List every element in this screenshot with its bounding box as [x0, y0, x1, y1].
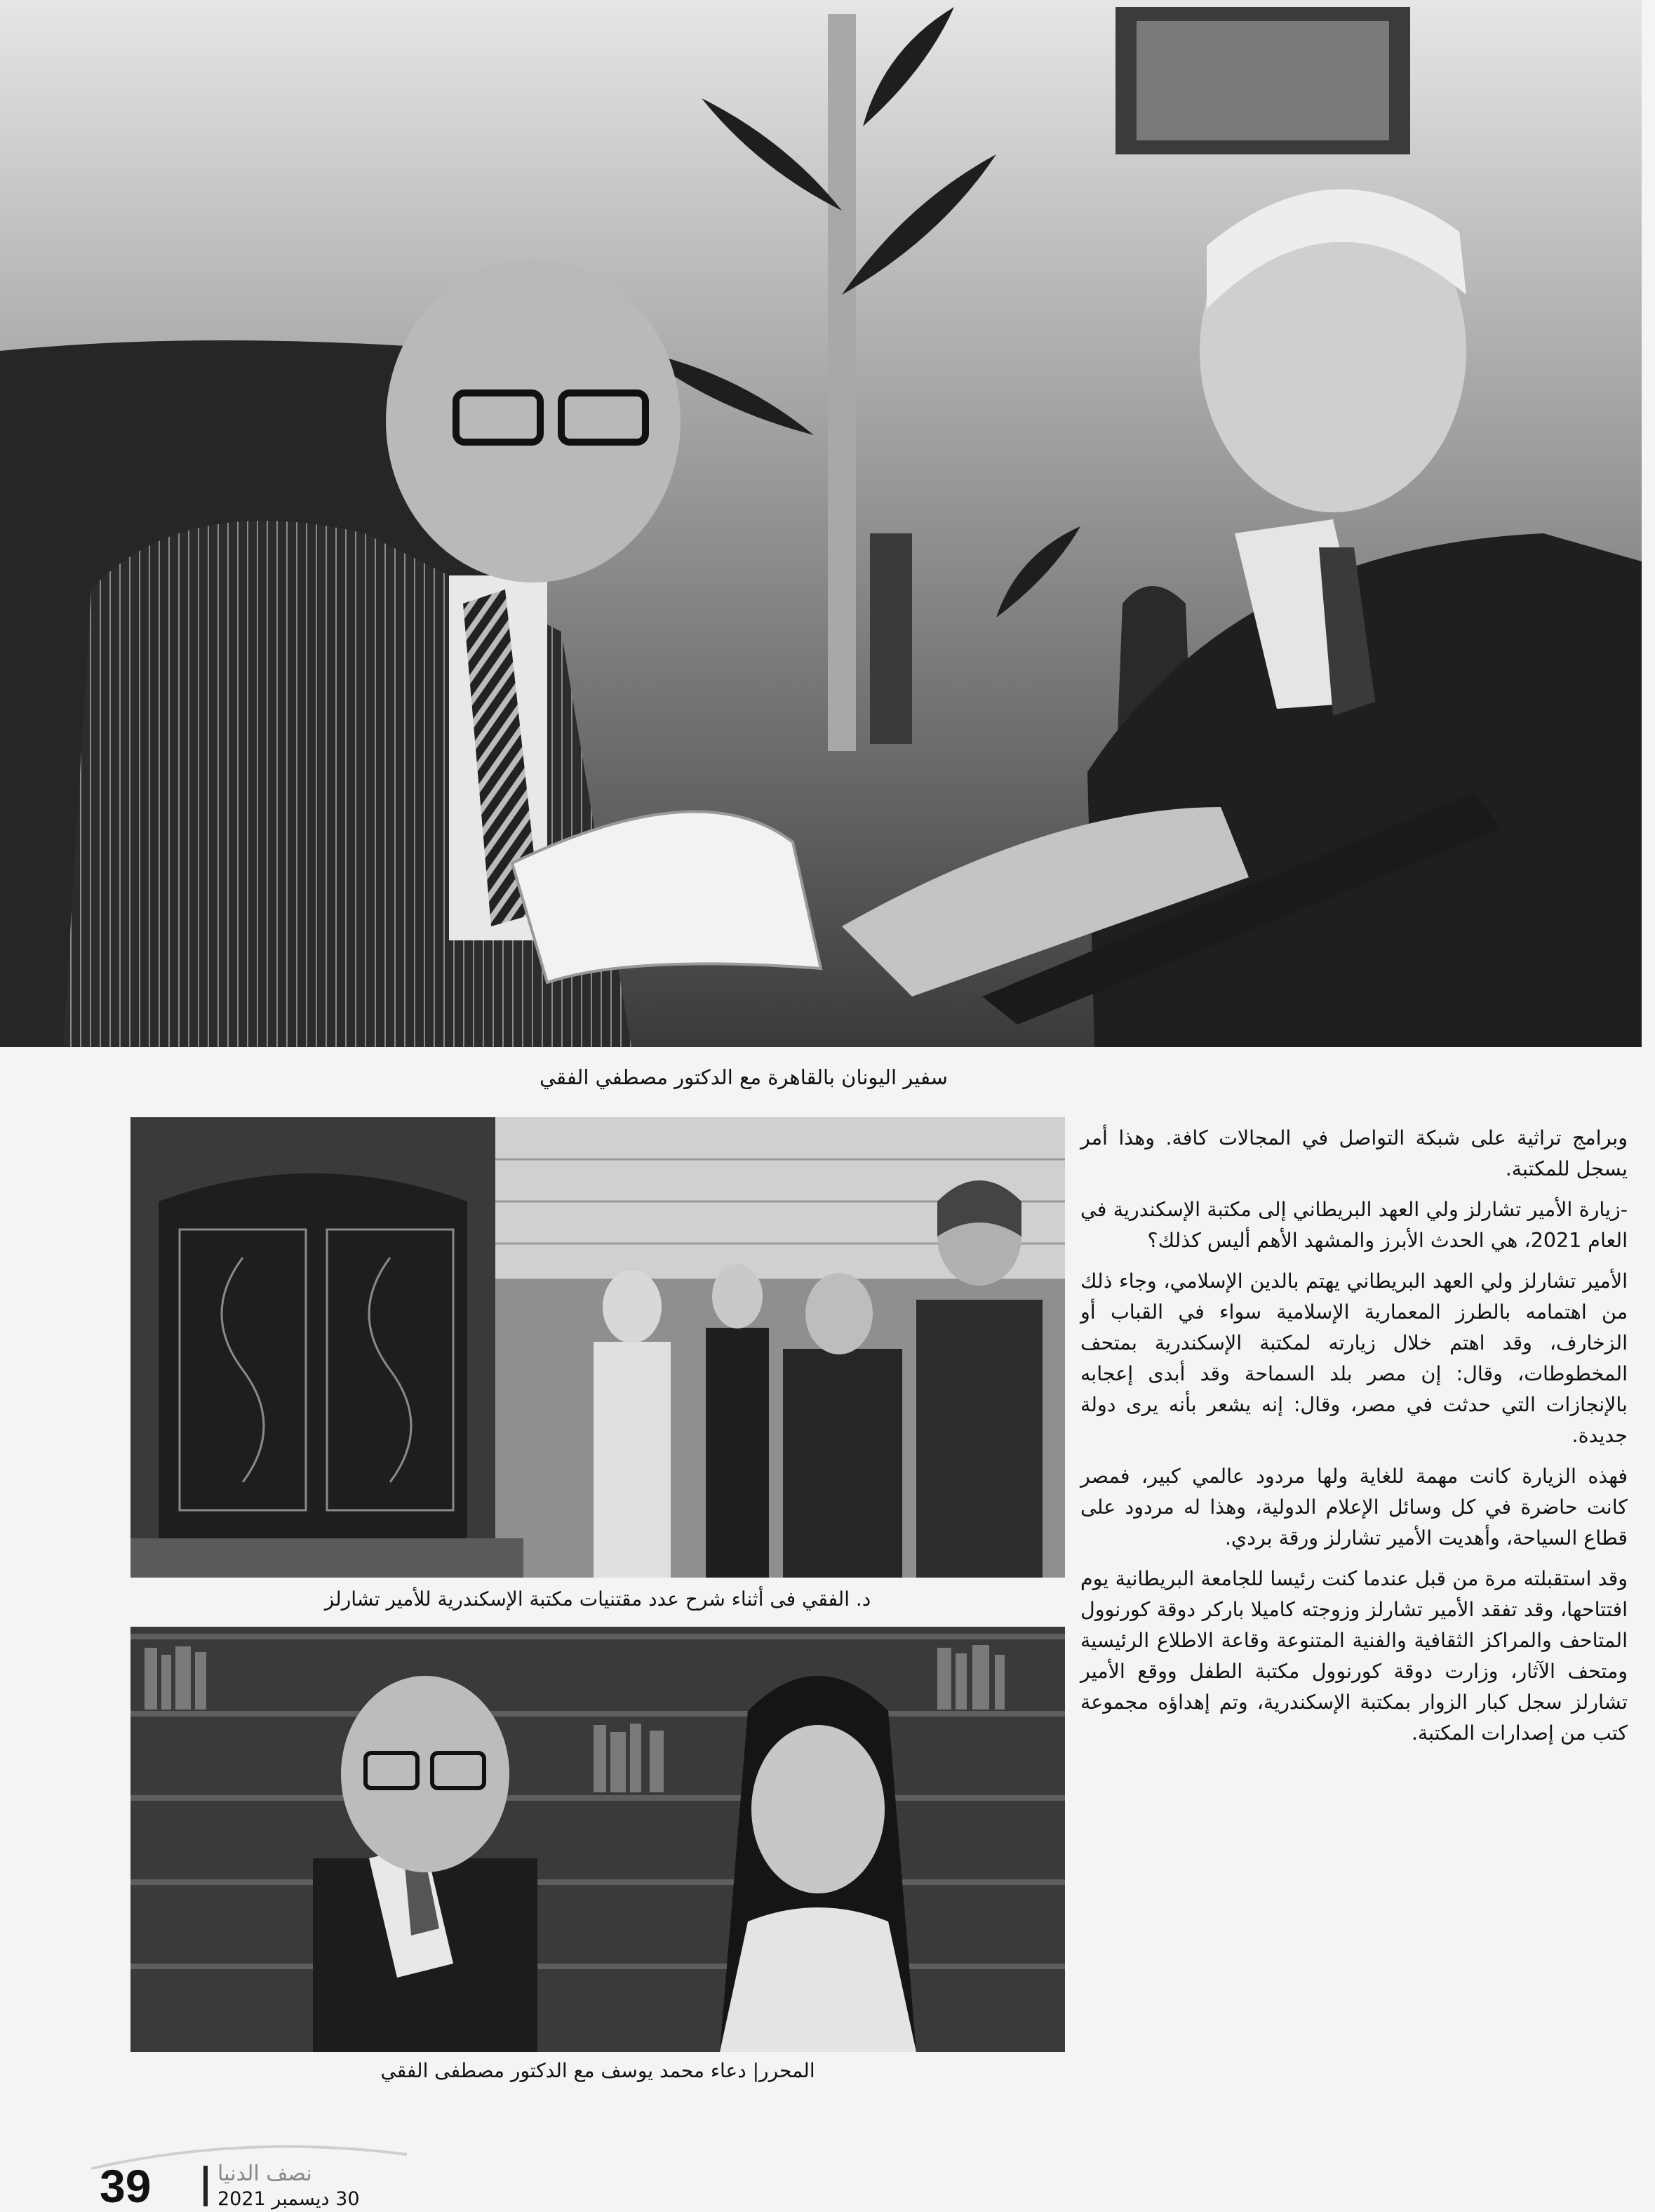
interview-illustration	[130, 1627, 1065, 2052]
article-paragraph: وبرامج تراثية على شبكة التواصل في المجالات كافة. وهذا أمر يسجل للمكتبة.	[1080, 1126, 1628, 1180]
page-number: 39	[100, 2160, 152, 2212]
library-visit-photo	[130, 1117, 1065, 1578]
article-paragraph: وقد استقبلته مرة من قبل عندما كنت رئيسا للجامعة البريطانية يوم افتتاحها، وقد تفقد الأمير تشارلز وزوجته كاميلا باركر دوقة كورنوول المتاحف والمراكز الثقافية والفنية المتنوعة وقاعة الاطلاع الرئيسية ومتحف الآثار، وزارت دوقة كورنوول مكتبة الطفل ووقع الأمير تشارلز سجل كبار الزوار بمكتبة الإسكندرية، وتم إهداؤه مجموعة كتب من إصدارات المكتبة.	[1080, 1567, 1628, 1745]
magazine-name: نصف الدنيا	[217, 2161, 312, 2186]
library-visit-illustration	[130, 1117, 1065, 1578]
page-footer	[91, 2161, 407, 2211]
interview-photo-caption: المحرر| دعاء محمد يوسف مع الدكتور مصطفى الفقي	[380, 2059, 815, 2082]
top-photo-caption: سفير اليونان بالقاهرة مع الدكتور مصطفي الفقي	[540, 1065, 948, 1089]
article-paragraph: -زيارة الأمير تشارلز ولي العهد البريطاني إلى مكتبة الإسكندرية في العام 2021، هي الحدث الأبرز والمشهد الأهم أليس كذلك؟	[1080, 1198, 1628, 1252]
footer-divider	[203, 2166, 208, 2206]
top-photo	[0, 0, 1642, 1047]
article-paragraph: الأمير تشارلز ولي العهد البريطاني يهتم بالدين الإسلامي، وجاء ذلك من اهتمامه بالطرز المعمارية الإسلامية سواء في القباب أو الزخارف، وقد اهتم خلال زيارته لمكتبة الإسكندرية بمتحف المخطوطات، وقال: إن مصر بلد السماحة وقد أبدى إعجابه بالإنجازات التي حدثت في مصر، وقال: إنه يشعر بأنه يرى دولة جديدة.	[1080, 1270, 1628, 1447]
library-photo-caption: د. الفقي فى أثناء شرح عدد مقتنيات مكتبة الإسكندرية للأمير تشارلز	[324, 1587, 871, 1611]
interview-photo	[130, 1627, 1065, 2052]
article-paragraph: فهذه الزيارة كانت مهمة للغاية ولها مردود عالمي كبير، فمصر كانت حاضرة في كل وسائل الإعلام الدولية، وهذا له مردود على قطاع السياحة، وأهديت الأمير تشارلز ورقة بردي.	[1080, 1465, 1628, 1550]
article-text-column	[1080, 1123, 1628, 1759]
issue-date: 30 ديسمبر 2021	[217, 2188, 360, 2210]
top-photo-illustration	[0, 0, 1642, 1047]
